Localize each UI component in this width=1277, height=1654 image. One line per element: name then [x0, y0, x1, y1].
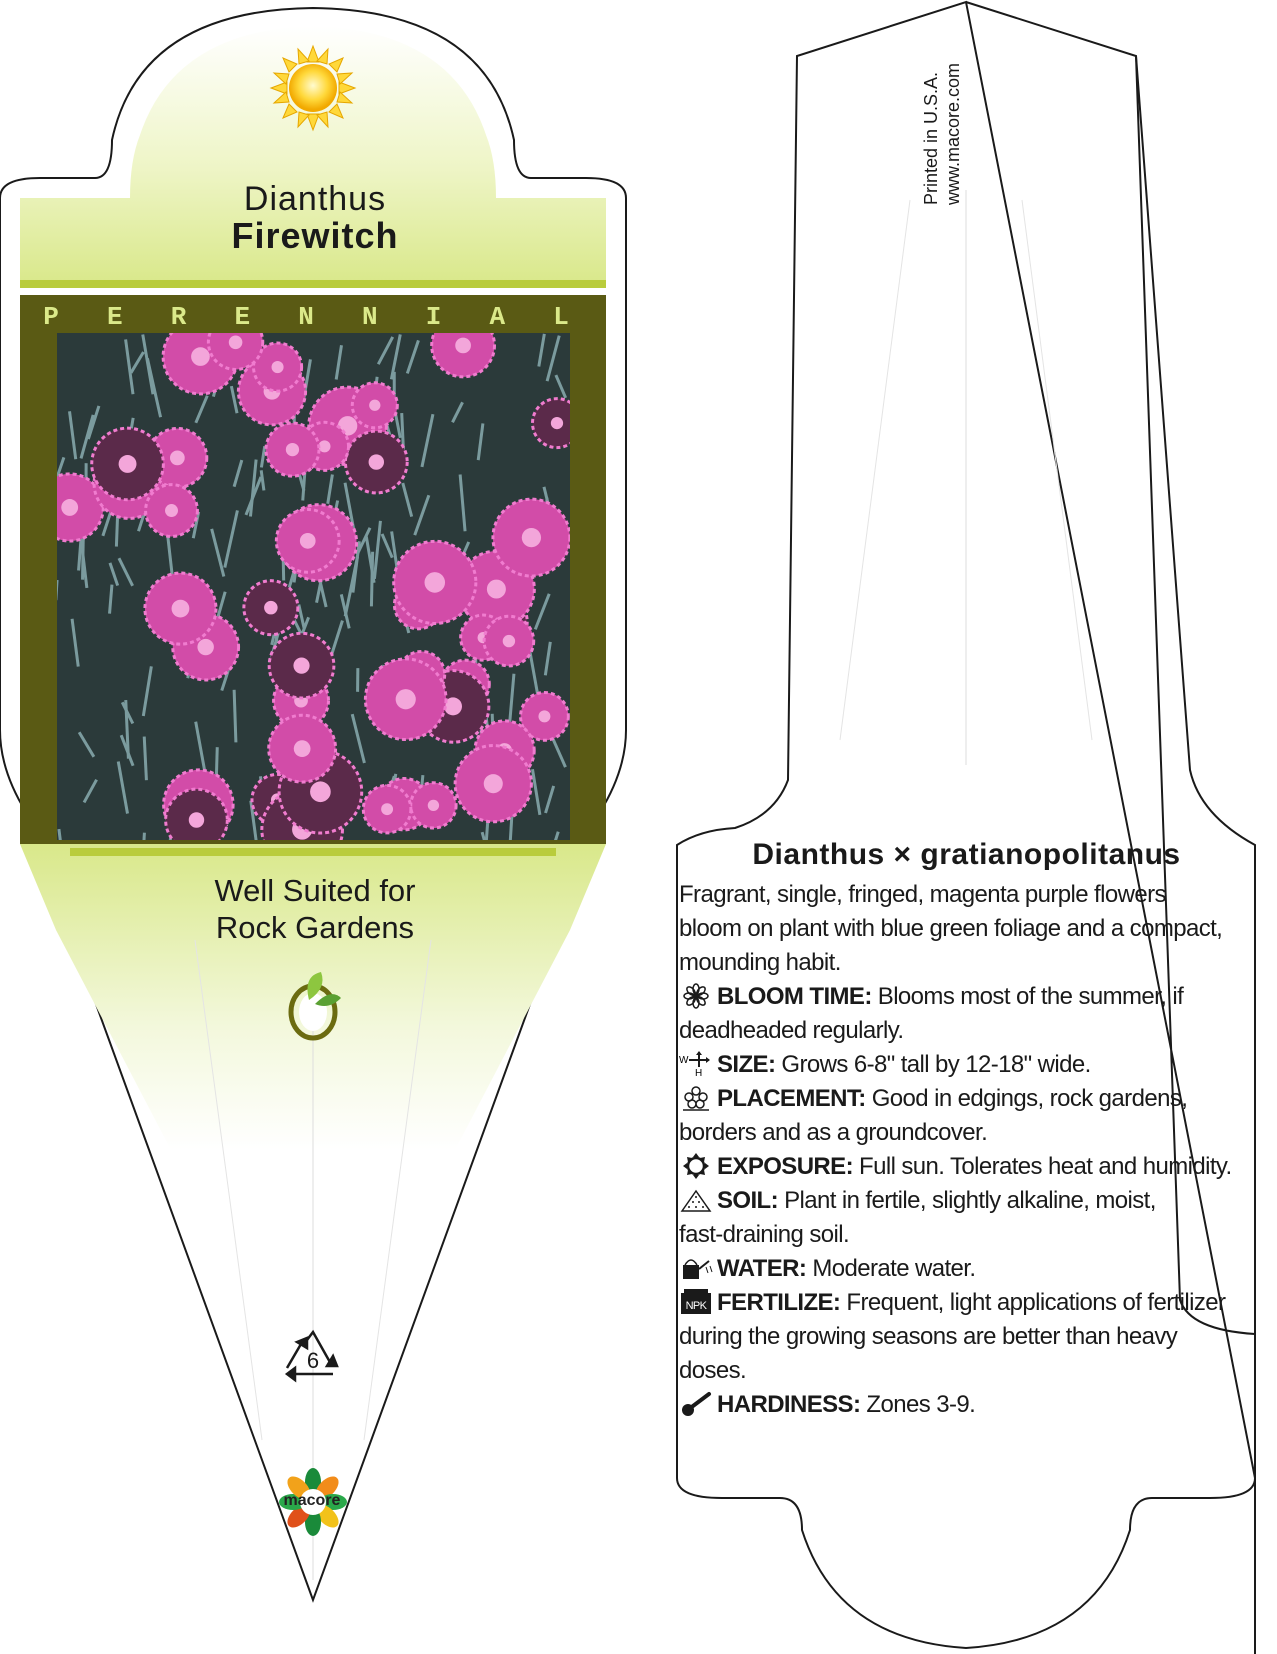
flower-icon [679, 983, 713, 1009]
care-placement [679, 1082, 1254, 1116]
care-label: WATER: [717, 1255, 807, 1282]
care-text-cont: borders and as a groundcover. [679, 1119, 988, 1146]
care-text: Plant in fertile, slightly alkaline, moist, [778, 1187, 1156, 1214]
printed-in: Printed in U.S.A. [921, 71, 941, 205]
care-text-cont: deadheaded regularly. [679, 1017, 904, 1044]
exposure-sun-icon [679, 1153, 713, 1179]
size-icon-w: W [679, 1055, 688, 1066]
care-text: Grows 6-8" tall by 12-18" wide. [775, 1051, 1091, 1078]
flower-bloom [363, 785, 411, 833]
care-hardiness [679, 1388, 1254, 1422]
care-instructions [679, 838, 1254, 1422]
flower-bloom [484, 616, 534, 666]
scientific-name: Dianthus × gratianopolitanus [752, 838, 1181, 871]
category-letter: R [170, 302, 187, 332]
category-label [36, 302, 576, 332]
plant-genus: Dianthus [243, 180, 387, 218]
care-text-cont: fast-draining soil. [679, 1221, 850, 1248]
care-water [679, 1252, 1254, 1286]
care-label: FERTILIZE: [717, 1289, 841, 1316]
care-label: SIZE: [717, 1051, 776, 1078]
flower-bloom [345, 431, 407, 493]
care-label: BLOOM TIME: [717, 983, 872, 1010]
category-letter: E [106, 302, 123, 332]
care-text: Good in edgings, rock gardens, [865, 1085, 1188, 1112]
recycle-number: 6 [306, 1348, 320, 1373]
npk-icon [679, 1289, 713, 1315]
care-text: Full sun. Tolerates heat and humidity. [852, 1153, 1232, 1180]
care-text: Blooms most of the summer, if [871, 983, 1184, 1010]
care-size [679, 1048, 1254, 1082]
description-line: Fragrant, single, fringed, magenta purple flowers [679, 881, 1166, 908]
tagline-line-1: Well Suited for [214, 873, 416, 908]
care-exposure [679, 1150, 1254, 1184]
flower-bloom [365, 659, 446, 740]
soil-icon [679, 1187, 713, 1213]
flower-bloom [352, 383, 397, 428]
care-soil [679, 1184, 1254, 1218]
care-fertilize [679, 1286, 1254, 1320]
size-icon-h: H [695, 1068, 702, 1077]
care-label: EXPOSURE: [717, 1153, 853, 1180]
care-bloom-time [679, 980, 1254, 1014]
category-letter: I [425, 302, 442, 332]
flower-bloom [146, 485, 198, 537]
flower-bloom [493, 499, 570, 576]
flower-bloom [244, 581, 298, 635]
care-text: Zones 3-9. [860, 1391, 976, 1418]
flower-bloom [411, 783, 456, 828]
foliage-blade [371, 552, 372, 607]
placement-icon [679, 1085, 713, 1111]
flower-bloom [394, 541, 476, 623]
flower-bloom [455, 746, 531, 822]
category-letter: P [43, 302, 59, 332]
size-icon [679, 1051, 713, 1077]
care-text: Frequent, light applications of fertilizer [840, 1289, 1226, 1316]
print-info [920, 63, 964, 205]
thermometer-icon [679, 1391, 713, 1417]
category-letter: N [298, 302, 314, 332]
flower-bloom [269, 633, 334, 698]
tagline-line-2: Rock Gardens [215, 910, 415, 945]
category-letter: E [234, 302, 251, 332]
header-rule [20, 280, 606, 288]
watering-can-icon [679, 1255, 713, 1281]
category-letter: A [489, 302, 506, 332]
lower-rule [70, 848, 556, 856]
care-text-cont: doses. [679, 1357, 747, 1384]
website: www.macore.com [943, 62, 963, 205]
flower-photo [36, 314, 581, 888]
description-line: bloom on plant with blue green foliage and a compact, [679, 915, 1223, 942]
category-letter: L [553, 302, 569, 332]
care-text: Moderate water. [806, 1255, 976, 1282]
flower-bloom [276, 509, 339, 572]
category-letter: N [361, 302, 378, 332]
description-line: mounding habit. [679, 949, 841, 976]
brand-logo-text: macore [283, 1492, 341, 1509]
care-label: HARDINESS: [717, 1391, 861, 1418]
flower-bloom [269, 715, 336, 782]
flower-bloom [92, 428, 164, 500]
foliage-blade [234, 690, 236, 743]
flower-bloom [145, 573, 216, 644]
npk-text: NPK [685, 1300, 707, 1312]
care-label: PLACEMENT: [717, 1085, 866, 1112]
sun-icon [271, 46, 355, 130]
flower-bloom [266, 423, 319, 476]
care-text-cont: during the growing seasons are better than heavy [679, 1323, 1178, 1350]
care-label: SOIL: [717, 1187, 778, 1214]
plant-cultivar: Firewitch [231, 215, 399, 256]
